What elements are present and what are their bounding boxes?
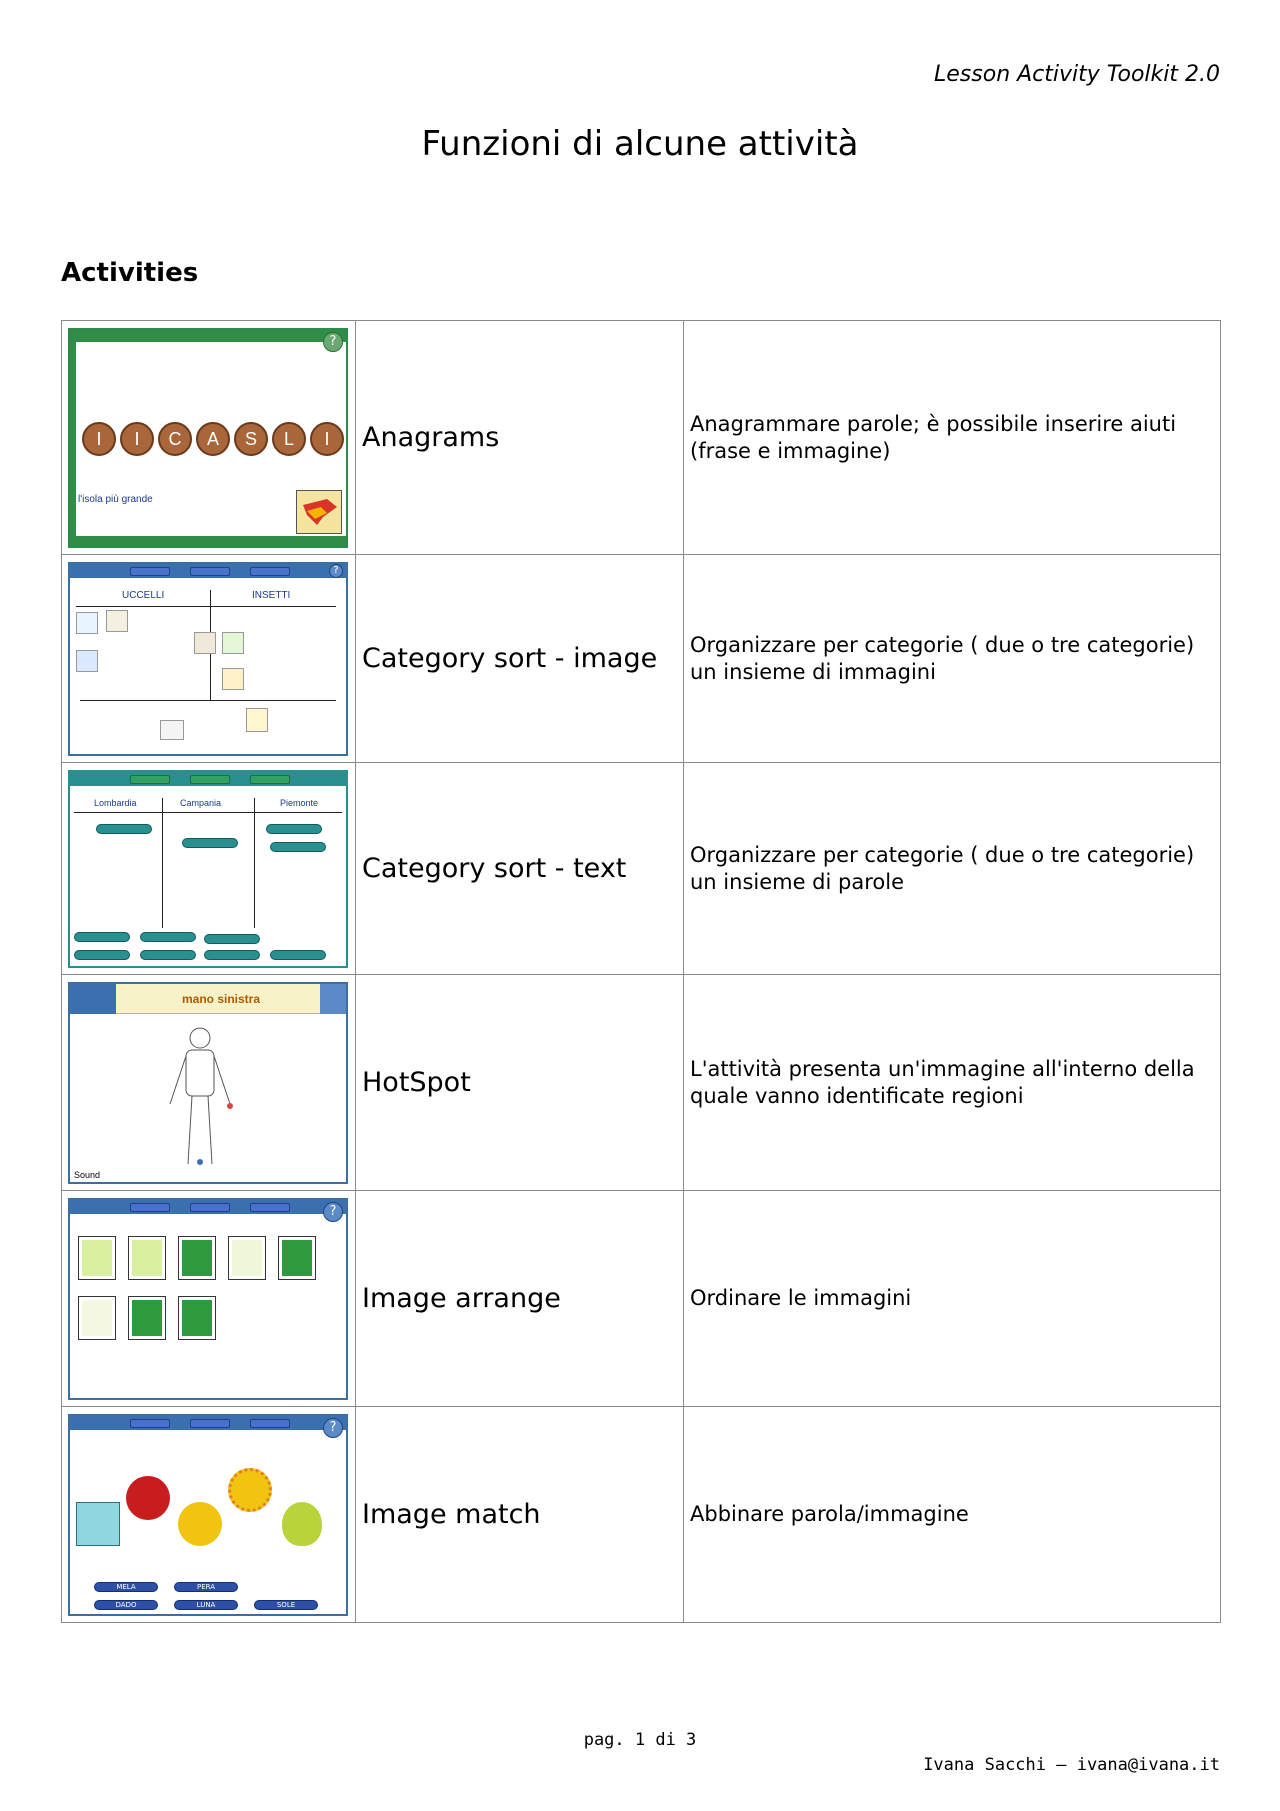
category-label: INSETTI: [252, 589, 291, 601]
word-chip: [270, 950, 326, 960]
category-label: Campania: [180, 797, 222, 808]
category-text-thumbnail: [68, 770, 348, 968]
activity-name: Category sort - image: [356, 555, 684, 763]
letter-tile: I: [310, 422, 344, 456]
activity-name: Image arrange: [356, 1191, 684, 1407]
divider-line: [80, 700, 336, 701]
moon-icon: [178, 1502, 222, 1546]
toolbar-button: [250, 775, 290, 784]
toolbar-button: [190, 1419, 230, 1428]
activity-description: Organizzare per categorie ( due o tre categorie) un insieme di parole: [684, 763, 1221, 975]
image-card: [228, 1236, 266, 1280]
image-match-thumbnail: [68, 1414, 348, 1616]
divider-line: [162, 798, 163, 928]
letter-tile: S: [234, 422, 268, 456]
toolbar-button: [130, 775, 170, 784]
image-card: [78, 1296, 116, 1340]
thumbnail-left-strip: [70, 330, 76, 546]
help-icon: ?: [323, 1202, 343, 1222]
word-chip: [204, 950, 260, 960]
anagrams-thumbnail: [68, 328, 348, 548]
thumbnail-cell: [62, 321, 356, 555]
thumbnail-cell: [62, 975, 356, 1191]
table-row: [62, 975, 1221, 1191]
word-chip: SOLE: [254, 1600, 318, 1610]
toolbar-button: [190, 567, 230, 576]
body-figure-icon: [160, 1024, 240, 1174]
toolkit-header: Lesson Activity Toolkit 2.0: [934, 62, 1220, 87]
word-chip: [96, 824, 152, 834]
divider-line: [74, 812, 342, 813]
category-label: UCCELLI: [122, 589, 165, 601]
image-card: [128, 1236, 166, 1280]
word-chip: [74, 932, 130, 942]
help-icon: ?: [323, 332, 343, 352]
word-chip: [74, 950, 130, 960]
word-chip: DADO: [94, 1600, 158, 1610]
toolbar-button: [250, 567, 290, 576]
author-credit: Ivana Sacchi – ivana@ivana.it: [923, 1755, 1220, 1775]
section-heading: Activities: [61, 258, 199, 288]
thumbnail-cell: [62, 555, 356, 763]
activity-name: Anagrams: [356, 321, 684, 555]
letter-tile: I: [82, 422, 116, 456]
image-card: [278, 1236, 316, 1280]
bird-icon: [76, 650, 98, 672]
letter-tile: C: [158, 422, 192, 456]
category-label: Lombardia: [94, 797, 137, 808]
bird-icon: [106, 610, 128, 632]
letter-tile: A: [196, 422, 230, 456]
table-row: [62, 555, 1221, 763]
dice-icon: [76, 1502, 120, 1546]
activities-table: [61, 320, 1221, 1623]
activity-description: L'attività presenta un'immagine all'interno della quale vanno identificate regioni: [684, 975, 1221, 1191]
word-chip: [140, 950, 196, 960]
word-chip: LUNA: [174, 1600, 238, 1610]
activity-description: Abbinare parola/immagine: [684, 1407, 1221, 1623]
word-chip: [266, 824, 322, 834]
category-image-thumbnail: [68, 562, 348, 756]
insect-icon: [160, 720, 184, 740]
table-row: [62, 1407, 1221, 1623]
bird-icon: [246, 708, 268, 732]
word-chip: MELA: [94, 1582, 158, 1592]
sun-icon: [228, 1468, 272, 1512]
table-row: [62, 763, 1221, 975]
toolbar-button: [250, 1419, 290, 1428]
toolbar-button: [130, 1419, 170, 1428]
activity-description: Organizzare per categorie ( due o tre categorie) un insieme di immagini: [684, 555, 1221, 763]
thumbnail-toolbar: [70, 330, 346, 342]
word-chip: [270, 842, 326, 852]
image-arrange-thumbnail: [68, 1198, 348, 1400]
letter-tile: L: [272, 422, 306, 456]
thumbnail-cell: [62, 1191, 356, 1407]
image-card: [128, 1296, 166, 1340]
word-chip: [204, 934, 260, 944]
bird-icon: [76, 612, 98, 634]
word-chip: [140, 932, 196, 942]
category-label: Piemonte: [280, 797, 319, 808]
image-card: [178, 1236, 216, 1280]
hotspot-caption: mano sinistra: [182, 991, 261, 1006]
letter-tile: I: [120, 422, 154, 456]
activity-name: HotSpot: [356, 975, 684, 1191]
thumbnail-left-tab: [70, 984, 116, 1014]
apple-icon: [126, 1476, 170, 1520]
thumbnail-cell: [62, 1407, 356, 1623]
bird-icon: [222, 668, 244, 690]
word-chip: [182, 838, 238, 848]
activity-name: Image match: [356, 1407, 684, 1623]
toolbar-button: [130, 567, 170, 576]
toolbar-button: [190, 1203, 230, 1212]
thumbnail-cell: [62, 763, 356, 975]
insect-icon: [222, 632, 244, 654]
activity-description: Anagrammare parole; è possibile inserire aiuti (frase e immagine): [684, 321, 1221, 555]
insect-icon: [194, 632, 216, 654]
page-number: pag. 1 di 3: [583, 1730, 697, 1750]
word-chip: PERA: [174, 1582, 238, 1592]
table-row: [62, 1191, 1221, 1407]
image-card: [78, 1236, 116, 1280]
hint-text: l'isola più grande: [78, 493, 153, 505]
toolbar-button: [250, 1203, 290, 1212]
sound-label: Sound: [74, 1169, 101, 1180]
activity-description: Ordinare le immagini: [684, 1191, 1221, 1407]
divider-line: [254, 798, 255, 928]
help-icon: ?: [329, 564, 343, 578]
hotspot-thumbnail: [68, 982, 348, 1184]
sicily-map-icon: [296, 490, 342, 534]
toolbar-button: [130, 1203, 170, 1212]
image-card: [178, 1296, 216, 1340]
table-row: [62, 321, 1221, 555]
pear-icon: [282, 1502, 322, 1546]
help-icon: ?: [323, 1418, 343, 1438]
activity-name: Category sort - text: [356, 763, 684, 975]
toolbar-button: [190, 775, 230, 784]
thumbnail-footer: [70, 536, 346, 546]
divider-line: [76, 606, 336, 607]
thumbnail-right-tab: [320, 984, 346, 1014]
page-title: Funzioni di alcune attività: [421, 124, 859, 164]
